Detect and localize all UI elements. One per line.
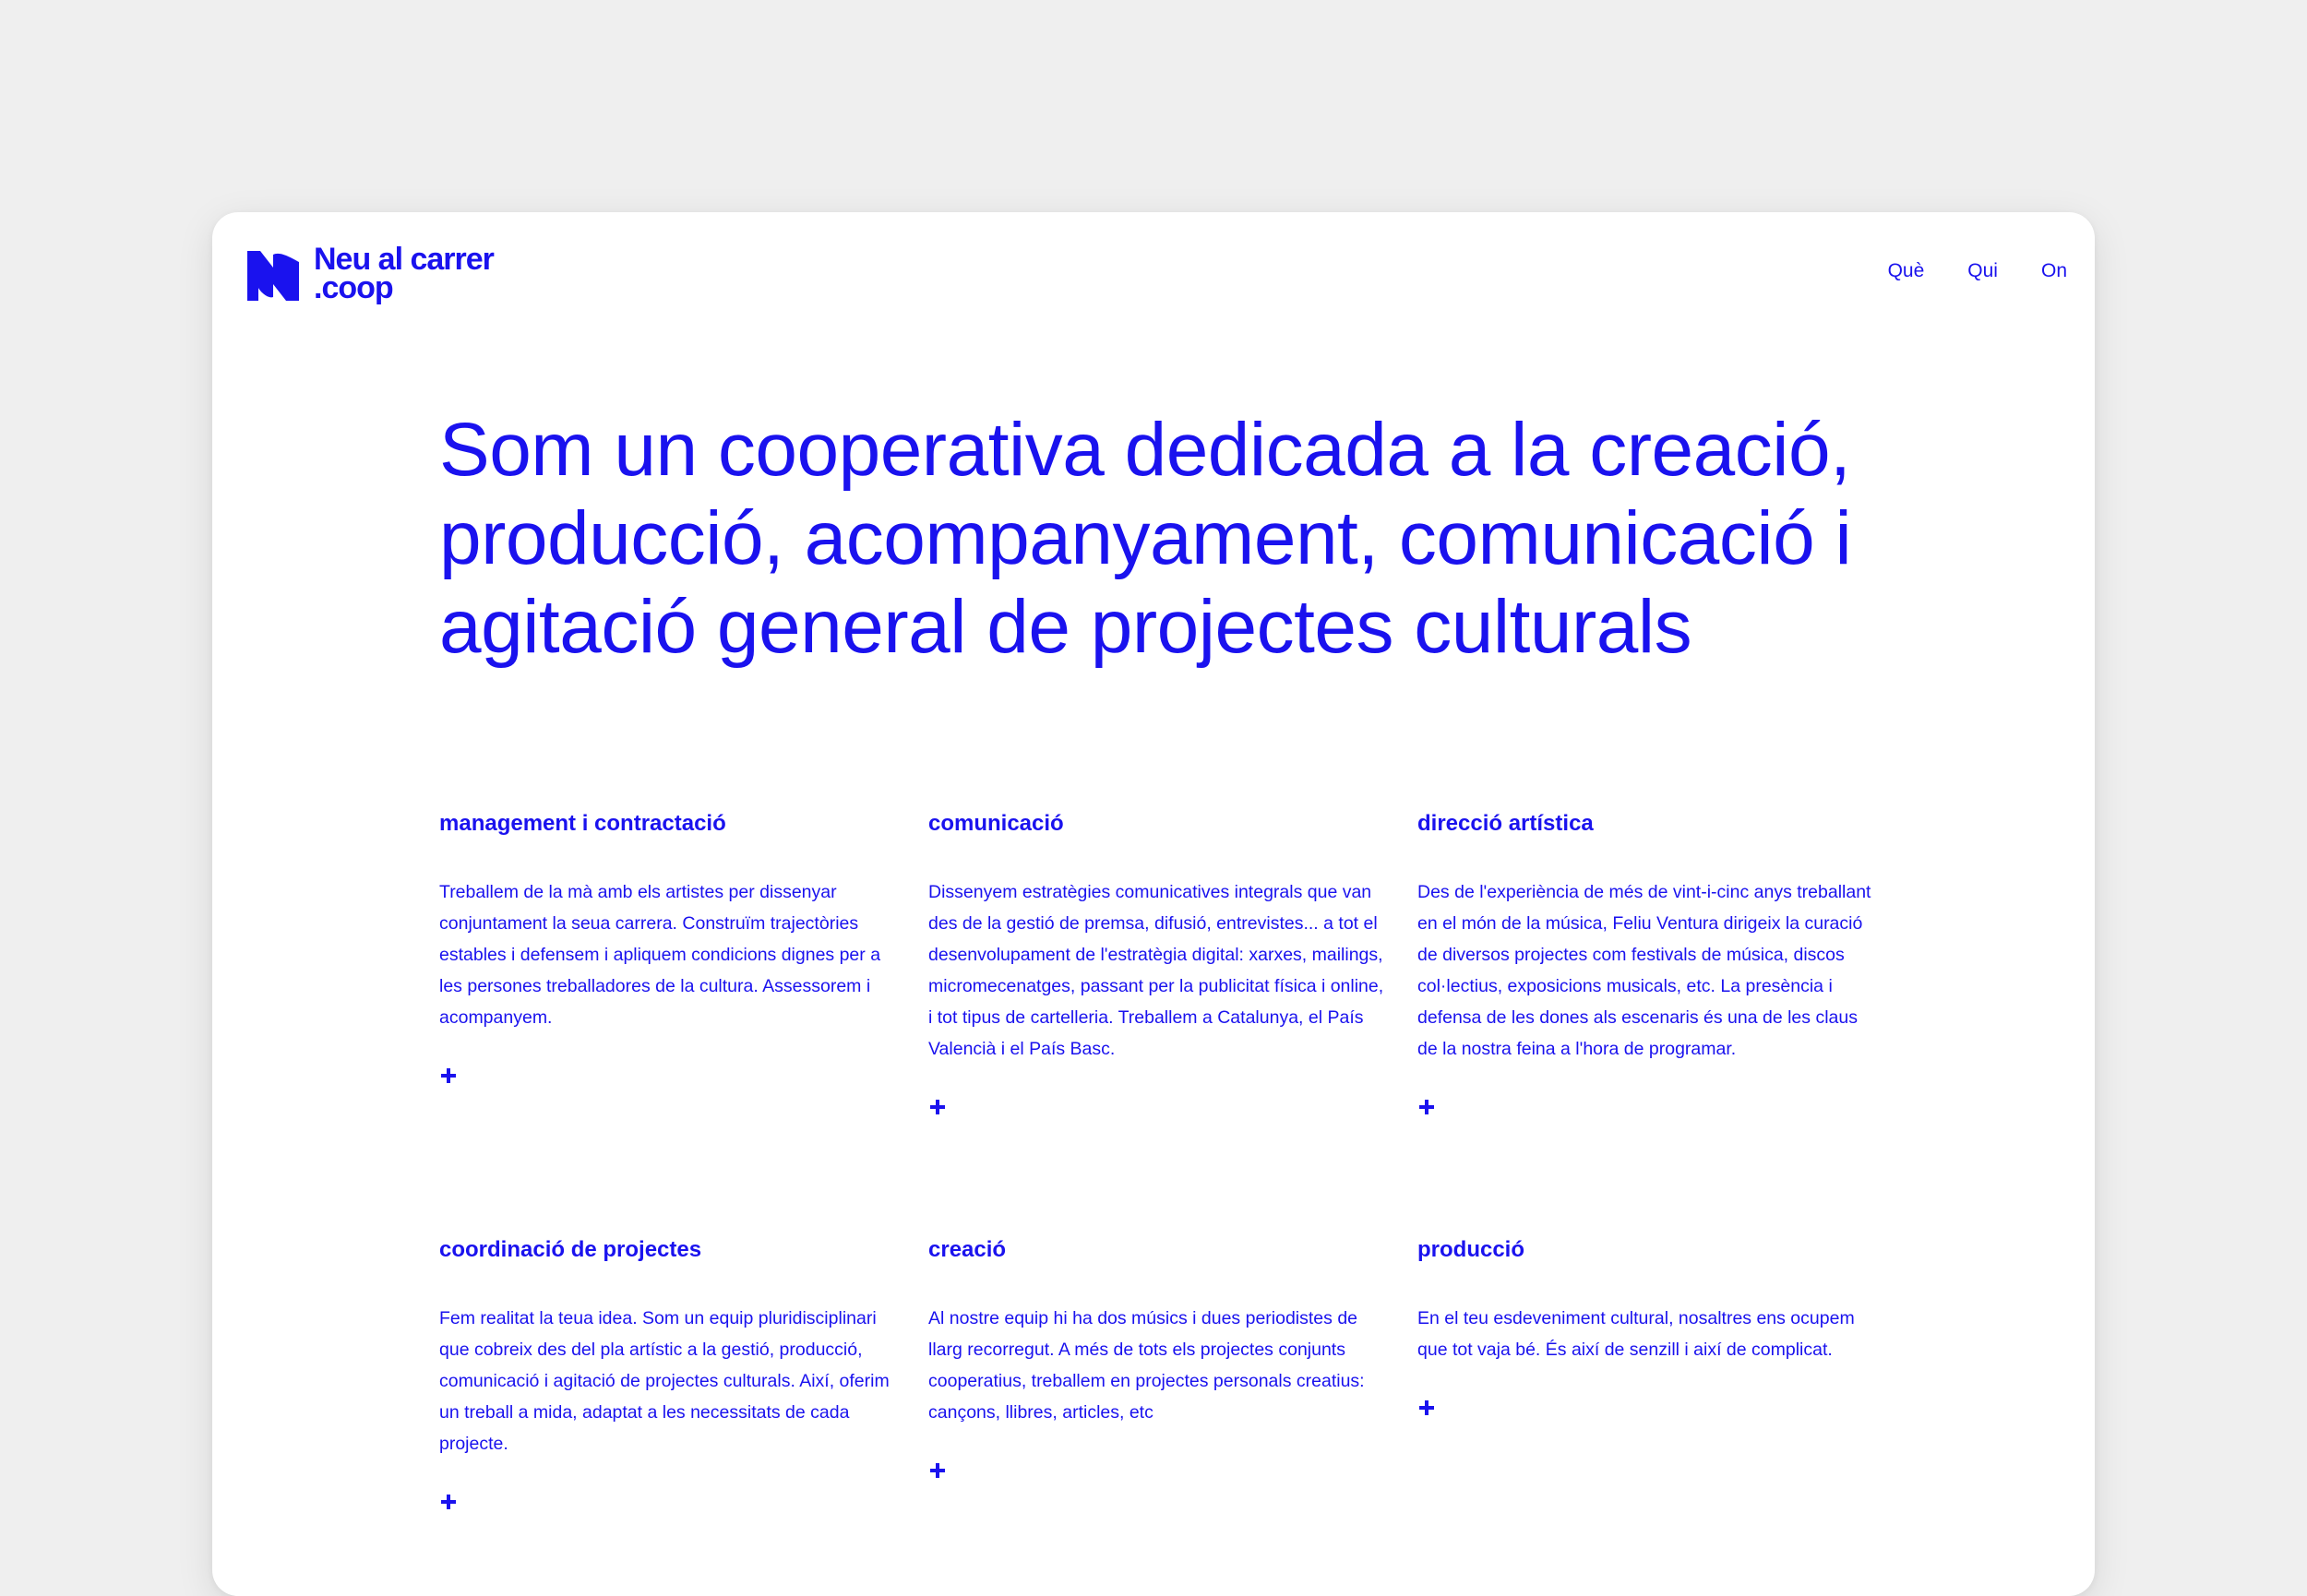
nav-item-que[interactable]: Què: [1887, 260, 1925, 281]
expand-plus-icon[interactable]: [439, 1493, 458, 1511]
service-comunicacio: [928, 810, 1417, 1116]
services-grid: [439, 810, 1907, 1511]
flag-logo-icon: [245, 247, 301, 303]
service-text: Treballem de la mà amb els artistes per dissenyar conjuntament la seua carrera. Construïm trajectòries estables i defensem i apliquem condicions dignes per a les persones treballadores de la cultura. Assessorem i acompanyem.: [439, 882, 881, 1028]
hero-title: Som un cooperativa dedicada a la creació, producció, acompanyament, comunicació i agitació general de projectes culturals: [439, 408, 1852, 669]
expand-plus-icon[interactable]: [439, 1066, 458, 1085]
expand-plus-icon[interactable]: [1417, 1399, 1436, 1417]
expand-plus-icon[interactable]: [928, 1461, 947, 1480]
service-text: Al nostre equip hi ha dos músics i dues periodistes de llarg recorregut. A més de tots els projectes conjunts cooperatius, treballem en projectes personals creatius: cançons, llibres, articles, etc: [928, 1308, 1365, 1423]
service-title: management i contractació: [439, 811, 726, 836]
logo-link[interactable]: [245, 242, 494, 305]
service-produccio: [1417, 1236, 1907, 1511]
service-creacio: [928, 1236, 1417, 1511]
service-direccio-artistica: [1417, 810, 1907, 1116]
service-title: direcció artística: [1417, 811, 1594, 836]
service-text: En el teu esdeveniment cultural, nosaltres ens ocupem que tot vaja bé. És així de senzill i així de complicat.: [1417, 1308, 1855, 1360]
service-text: Des de l'experiència de més de vint-i-cinc anys treballant en el món de la música, Feliu Ventura dirigeix la curació de diversos projectes com festivals de música, discos col·lectius, exposicions musicals, etc. La presència i defensa de les dones als escenaris és una de les claus de la nostra feina a l'hora de programar.: [1417, 882, 1871, 1059]
main-nav: [1845, 260, 2067, 282]
logo-line-1: Neu al carrer: [314, 242, 494, 277]
service-management: [439, 810, 928, 1116]
service-title: creació: [928, 1237, 1007, 1262]
service-coordinacio: [439, 1236, 928, 1511]
nav-item-qui[interactable]: Qui: [1967, 260, 1998, 281]
service-text: Dissenyem estratègies comunicatives integrals que van des de la gestió de premsa, difusió, entrevistes... a tot el desenvolupament de l'estratègia digital: xarxes, mailings, micromecenatges, passant per la publicitat física i online, i tot tipus de cartelleria. Treballem a Catalunya, el País Valencià i el País Basc.: [928, 882, 1384, 1059]
service-text: Fem realitat la teua idea. Som un equip pluridisciplinari que cobreix des del pla artístic a la gestió, producció, comunicació i agitació de projectes culturals. Així, oferim un treball a mida, adaptat a les necessitats de cada projecte.: [439, 1308, 890, 1454]
logo-line-2: .coop: [314, 270, 393, 305]
nav-item-on[interactable]: On: [2040, 260, 2067, 281]
browser-window: [212, 212, 2095, 1596]
logo-wordmark: [314, 242, 494, 305]
service-title: producció: [1417, 1237, 1525, 1262]
service-title: coordinació de projectes: [439, 1237, 702, 1262]
expand-plus-icon[interactable]: [928, 1098, 947, 1116]
service-title: comunicació: [928, 811, 1064, 836]
expand-plus-icon[interactable]: [1417, 1098, 1436, 1116]
